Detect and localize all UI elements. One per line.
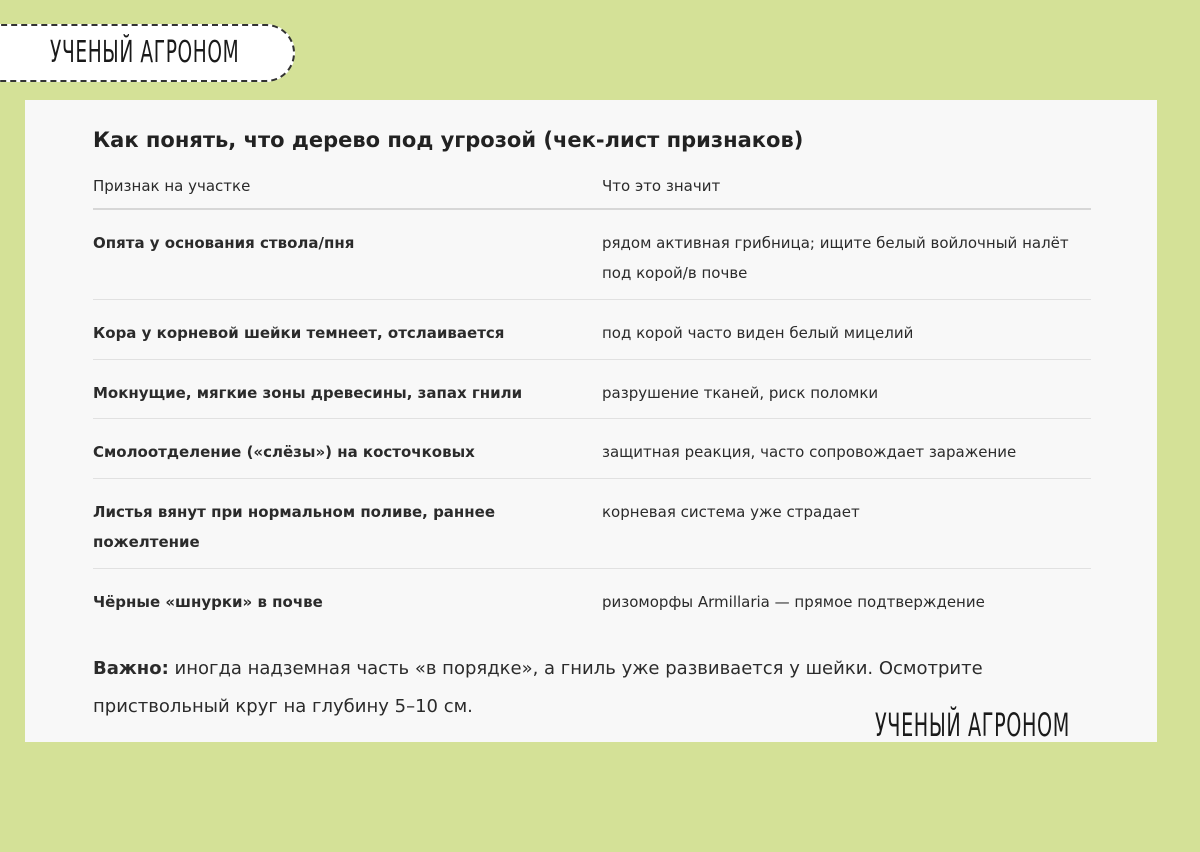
- brand-watermark: УЧЕНЫЙ АГРОНОМ: [875, 706, 1070, 744]
- row-meaning: корневая система уже страдает: [602, 503, 860, 521]
- note-text: иногда надземная часть «в порядке», а гниль уже развивается у шейки. Осмотрите приствольный круг на глубину 5–10 см.: [93, 658, 983, 717]
- row-meaning: разрушение тканей, риск поломки: [602, 384, 879, 402]
- table-row: [93, 419, 1091, 479]
- header-meaning: Что это значит: [602, 177, 721, 195]
- row-sign: Листья вянут при нормальном поливе, раннее пожелтение: [93, 503, 496, 551]
- row-meaning: ризоморфы Armillaria — прямое подтверждение: [602, 593, 985, 611]
- row-sign: Смолоотделение («слёзы») на косточковых: [93, 443, 475, 461]
- header-sign: Признак на участке: [93, 177, 251, 195]
- row-meaning: защитная реакция, часто сопровождает заражение: [602, 443, 1017, 461]
- brand-tag-text: УЧЕНЫЙ АГРОНОМ: [50, 35, 240, 70]
- table-header: [93, 170, 1091, 210]
- table-row: [93, 569, 1091, 629]
- row-sign: Кора у корневой шейки темнеет, отслаивается: [93, 324, 505, 342]
- row-sign: Опята у основания ствола/пня: [93, 234, 355, 252]
- row-meaning: под корой часто виден белый мицелий: [602, 324, 914, 342]
- table-row: [93, 210, 1091, 300]
- signs-table: [93, 170, 1091, 629]
- row-sign: Мокнущие, мягкие зоны древесины, запах гнили: [93, 384, 523, 402]
- row-meaning: рядом активная грибница; ищите белый войлочный налёт под корой/в почве: [602, 234, 1069, 282]
- note-label: Важно:: [93, 658, 169, 679]
- table-row: [93, 300, 1091, 360]
- card-title: Как понять, что дерево под угрозой (чек-лист признаков): [93, 128, 804, 152]
- brand-tag: [0, 24, 295, 82]
- table-row: [93, 479, 1091, 569]
- checklist-card: [25, 100, 1157, 742]
- row-sign: Чёрные «шнурки» в почве: [93, 593, 323, 611]
- table-row: [93, 360, 1091, 419]
